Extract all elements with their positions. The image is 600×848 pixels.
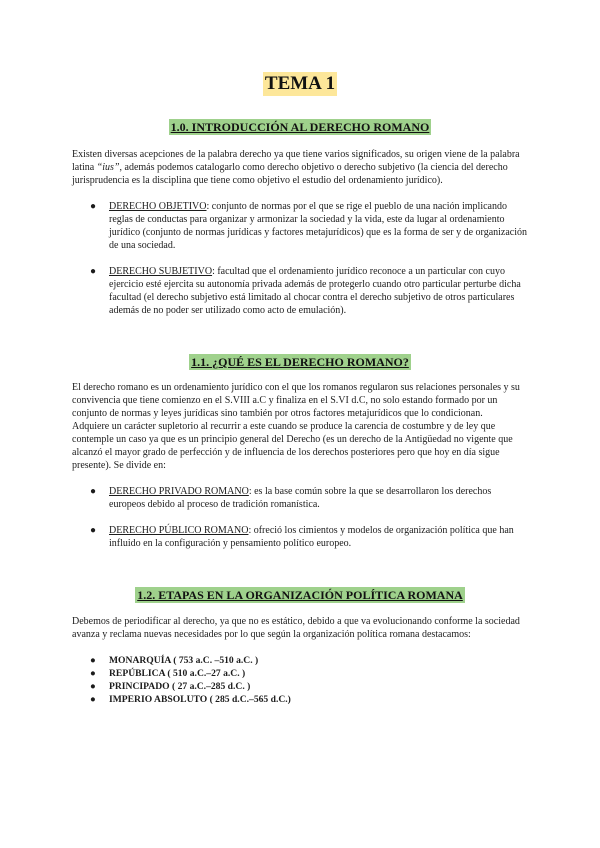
term-label: DERECHO OBJETIVO	[109, 201, 207, 212]
list-item	[72, 200, 528, 252]
bullet-icon: ●	[90, 694, 96, 705]
list-item	[72, 654, 528, 667]
list-item	[72, 524, 528, 550]
section-3-paragraph: Debemos de periodificar al derecho, ya que no es estático, debido a que va evolucionando conforme la sociedad avanza y reclama nuevas necesidades por lo que según la organización política romana destacamos:	[72, 616, 520, 640]
section-3-title: 1.2. ETAPAS EN LA ORGANIZACIÓN POLÍTICA ROMANA	[137, 588, 463, 602]
intro-ius-term: “ius”	[96, 162, 120, 173]
etapa-label: MONARQUÍA ( 753 a.C. –510 a.C. )	[109, 655, 259, 666]
etapa-label: IMPERIO ABSOLUTO ( 285 d.C.–565 d.C.)	[109, 694, 291, 705]
bullet-icon: ●	[90, 668, 96, 679]
term-definition: : conjunto de normas por el que se rige el pueblo de una nación implicando reglas de conductas para organizar y armonizar la sociedad y la vida, este da lugar al ordenamiento jurídico (conjunto de normas jurídicas y factores metajurídicos) que es la forma de ser y de organización de una sociedad.	[109, 201, 528, 251]
title-block	[72, 0, 528, 102]
list-item	[72, 485, 528, 511]
bullet-icon: ●	[90, 525, 97, 536]
page-title: TEMA 1	[264, 73, 336, 94]
list-item	[72, 667, 528, 680]
section-heading-1	[72, 118, 528, 136]
term-definition: : facultad que el ordenamiento jurídico reconoce a un particular con cuyo ejercicio esté ejercita su autonomía privada además de protegerlo cuando otro particular perturbe dicha facultad (el derecho subjetivo está limitado al chocar contra el derecho subjetivo de otros particulares además de no poder ser utilizado como acto de emulación).	[109, 266, 521, 316]
bullet-icon: ●	[90, 201, 97, 212]
bullet-icon: ●	[90, 655, 96, 666]
section-2-title: 1.1. ¿QUÉ ES EL DERECHO ROMANO?	[191, 355, 409, 369]
term-label: DERECHO PRIVADO ROMANO	[109, 486, 249, 497]
intro-text-b: , además podemos catalogarlo como derecho objetivo o derecho subjetivo (la ciencia del derecho jurisprudencia es la disciplina que tiene como objetivo el estudio del ordenamiento jurídico).	[72, 162, 508, 186]
etapa-label: PRINCIPADO ( 27 a.C.–285 d.C. )	[109, 681, 251, 692]
bullet-icon: ●	[90, 681, 96, 692]
section-2-paragraph-1: El derecho romano es un ordenamiento jurídico con el que los romanos regularon sus relaciones personales y su convivencia que tiene comienzo en el S.VIII a.C y finaliza en el S.VI d.C, no solo estando formado por un conjunto de normas y leyes jurídicas sino también por otros factores metajurídicos que lo condicionan.	[72, 382, 520, 419]
term-definition: : es la base común sobre la que se desarrollaron los derechos europeos debido al proceso de tradición romanística.	[109, 486, 492, 510]
section-1-list	[72, 200, 528, 317]
list-item	[72, 265, 528, 317]
section-1-title: 1.0. INTRODUCCIÓN AL DERECHO ROMANO	[170, 120, 430, 134]
term-definition: : ofreció los cimientos y modelos de organización política que han influido en la configuración y pensamiento político europeo.	[109, 525, 514, 549]
intro-text-a: Existen diversas acepciones de la palabra derecho ya que tiene varios significados, su origen viene de la palabra latina	[72, 149, 520, 173]
section-heading-2	[72, 353, 528, 371]
section-2-paragraph-2: Adquiere un carácter supletorio al recurrir a este cuando se produce la carencia de costumbre y de ley que contemple un caso ya que es un principio general del Derecho (es un derecho de la Antigüedad no vigente que alcanzó el mayor grado de perfección y de influencia de los derechos posteriores pero que hoy en día sigue presente). Se divide en:	[72, 421, 513, 471]
section-1-intro	[72, 148, 528, 187]
section-heading-3	[72, 586, 528, 604]
section-2-list	[72, 485, 528, 550]
etapas-list	[72, 654, 528, 706]
bullet-icon: ●	[90, 486, 97, 497]
list-item	[72, 693, 528, 706]
etapa-label: REPÚBLICA ( 510 a.C.–27 a.C. )	[109, 668, 246, 679]
term-label: DERECHO PÚBLICO ROMANO	[109, 525, 249, 536]
term-label: DERECHO SUBJETIVO	[109, 266, 213, 277]
bullet-icon: ●	[90, 266, 97, 277]
list-item	[72, 680, 528, 693]
